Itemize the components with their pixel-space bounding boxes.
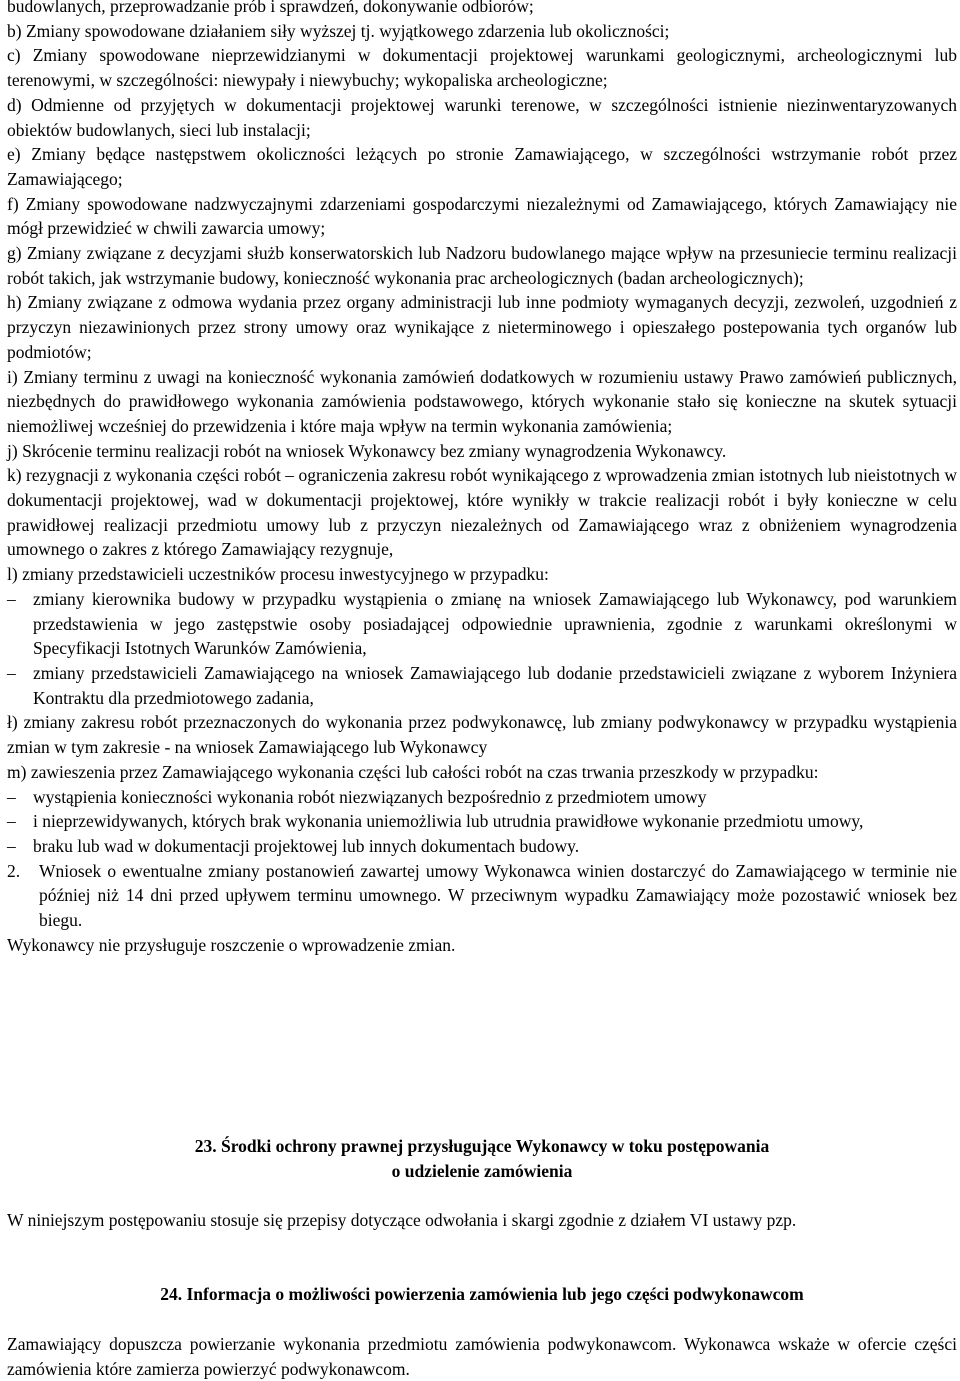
- section-23-body-wrap: [7, 1208, 957, 1233]
- dash-item-text: zmiany kierownika budowy w przypadku wystąpienia o zmianę na wniosek Zamawiającego lub Wykonawcy, pod warunkiem przedstawienia w jego zastępstwie osoby posiadającej odpowiednie uprawnienia, zgodnie z warunkami określonymi w Specyfikacji Istotnych Warunków Zamówienia,: [33, 588, 957, 659]
- item-b: b) Zmiany spowodowane działaniem siły wyższej tj. wyjątkowego zdarzenia lub okoliczności;: [7, 20, 670, 41]
- section-24-body-wrap: [7, 1332, 957, 1381]
- item-l: l) zmiany przedstawicieli uczestników procesu inwestycyjnego w przypadku:: [7, 564, 549, 585]
- item-g: g) Zmiany związane z decyzjami służb konserwatorskich lub Nadzoru budowlanego mające wpływ na przesuniecie terminu realizacji robót takich, jak wstrzymanie budowy, konieczność wykonania prac archeologicznych (badan archeologicznych);: [7, 243, 957, 288]
- dash-bullet: –: [7, 588, 16, 609]
- contract-changes-list: [7, 0, 957, 957]
- item-h: h) Zmiany związane z odmowa wydania przez organy administracji lub inne podmioty wymaganych decyzji, zezwoleń, uzgodnień z przyczyn niezawinionych przez strony umowy oraz wynikające z nieterminowego i opieszałego postepowania tych organów lub podmiotów;: [7, 292, 957, 362]
- item-m: m) zawieszenia przez Zamawiającego wykonania części lub całości robót na czas trwania przeszkody w przypadku:: [7, 761, 819, 782]
- point-text: Wniosek o ewentualne zmiany postanowień zawartej umowy Wykonawca winien dostarczyć do Zamawiającego w terminie nie później niż 14 dni przed upływem terminu umownego. W przeciwnym wypadku Zamawiający może pozostawić wniosek bez biegu.: [39, 860, 957, 931]
- item-c: c) Zmiany spowodowane nieprzewidzianymi w dokumentacji projektowej warunkami geologicznymi, archeologicznymi lub terenowymi, w szczególności: niewypały i niewybuchy; wykopaliska archeologiczne;: [7, 45, 957, 91]
- dash-item: [7, 785, 957, 810]
- dash-bullet: –: [7, 662, 16, 683]
- item-j: j) Skrócenie terminu realizacji robót na wniosek Wykonawcy bez zmiany wynagrodzenia Wykonawcy.: [7, 440, 727, 461]
- item-d: d) Odmienne od przyjętych w dokumentacji projektowej warunki terenowe, w szczególności istnienie niezinwentaryzowanych obiektów budowlanych, sieci lub instalacji;: [7, 94, 957, 140]
- dash-item: [7, 587, 957, 661]
- section-23-body: W niniejszym postępowaniu stosuje się przepisy dotyczące odwołania i skargi zgodnie z działem VI ustawy pzp.: [7, 1210, 797, 1230]
- section-23-heading-line2: o udzielenie zamówienia: [391, 1160, 573, 1181]
- section-24-heading: 24. Informacja o możliwości powierzenia zamówienia lub jego części podwykonawcom: [160, 1284, 804, 1304]
- item-e: e) Zmiany będące następstwem okoliczności leżących po stronie Zamawiającego, w szczególności wstrzymanie robót przez Zamawiającego;: [7, 144, 957, 189]
- dash-item: [7, 834, 957, 859]
- section-24: [7, 1282, 957, 1307]
- section-23: [7, 1134, 957, 1183]
- item-f: f) Zmiany spowodowane nadzwyczajnymi zdarzeniami gospodarczymi niezależnymi od Zamawiającego, których Zamawiający nie mógł przewidzieć w chwili zawarcia umowy;: [7, 193, 957, 239]
- section-23-heading-line1: 23. Środki ochrony prawnej przysługujące Wykonawcy w toku postępowania: [194, 1136, 770, 1156]
- continued-line: budowlanych, przeprowadzanie prób i sprawdzeń, dokonywanie odbiorów;: [7, 0, 534, 16]
- dash-item: [7, 661, 957, 710]
- item-k: k) rezygnacji z wykonania części robót – ograniczenia zakresu robót wynikającego z wprowadzenia zmian istotnych lub nieistotnych w dokumentacji projektowej, wad w dokumentacji projektowej, które wynikły w trakcie realizacji robót i były konieczne w celu prawidłowej realizacji przedmiotu umowy lub z przyczyn niezależnych od Zamawiającego wraz z obniżeniem wynagrodzenia umownego o zakres z którego Zamawiający rezygnuje,: [7, 465, 957, 560]
- section-24-body: Zamawiający dopuszcza powierzanie wykonania przedmiotu zamówienia podwykonawcom. Wykonawca wskaże w ofercie części zamówienia które zamierza powierzyć podwykonawcom.: [7, 1334, 957, 1379]
- dash-item-text: wystąpienia konieczności wykonania robót niezwiązanych bezpośrednio z przedmiotem umowy: [33, 786, 707, 807]
- dash-bullet: –: [7, 786, 16, 807]
- dash-item: [7, 809, 957, 834]
- point-number: 2.: [7, 860, 21, 881]
- dash-bullet: –: [7, 811, 16, 832]
- closing-note: Wykonawcy nie przysługuje roszczenie o wprowadzenie zmian.: [7, 934, 456, 955]
- dash-item-text: zmiany przedstawicieli Zamawiającego na wniosek Zamawiającego lub dodanie przedstawicieli związane z wyborem Inżyniera Kontraktu dla przedmiotowego zadania,: [33, 662, 957, 708]
- dash-item-text: i nieprzewidywanych, których brak wykonania uniemożliwia lub utrudnia prawidłowe wykonanie przedmiotu umowy,: [33, 811, 864, 832]
- dash-item-text: braku lub wad w dokumentacji projektowej lub innych dokumentach budowy.: [33, 835, 580, 856]
- item-i: i) Zmiany terminu z uwagi na konieczność wykonania zamówień dodatkowych w rozumieniu ustawy Prawo zamówień publicznych, niezbędnych do prawidłowego wykonania zamówienia podstawowego, których wykonanie stało się konieczne na skutek sytuacji niemożliwej wcześniej do przewidzenia i które maja wpływ na termin wykonania zamówienia;: [7, 366, 957, 436]
- item-l-stroke: ł) zmiany zakresu robót przeznaczonych do wykonania przez podwykonawcę, lub zmiany podwykonawcy w przypadku wystąpienia zmian w tym zakresie - na wniosek Zamawiającego lub Wykonawcy: [7, 712, 957, 758]
- point-2: [7, 859, 957, 933]
- dash-bullet: –: [7, 835, 16, 856]
